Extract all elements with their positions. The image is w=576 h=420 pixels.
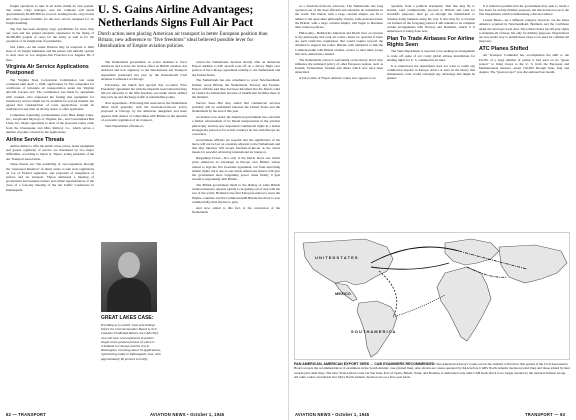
paragraph: The line has been studying cargo possibilities for more than one year and has gained extensive experience in the flying of 42,000,000 pounds of cargo for the Army as well as for the operation of its freight plan of perishables. (6, 26, 94, 44)
paragraph: Previously, the Dutch had rejected this so-called "Five Freedoms" agreement but with the impartial reservation that they did not subscribe to the fifth freedom, one under which airlines may pick up and discharge traffic at intermediate points. (101, 82, 187, 100)
europe-landmass (445, 239, 499, 265)
route-line-south-atlantic (393, 295, 445, 317)
right-column-2 (387, 4, 475, 228)
map-caption (294, 362, 570, 379)
right-footer-date: AVIATION NEWS • October 1, 1945 (295, 412, 370, 417)
paragraph: as a freedom-of-the-air advocate. The Netherlands has long operated one of the most efficient and extensive air businesses in the world. The Dutch, with a large colonial empire, see fit to adhere to the open skies philosophy; maybe, some persons reason, the British, with a large colonial empire, will begin to liberalize their aviation policies. (295, 4, 383, 30)
paragraph: Leased Bases—As a different category, however, are the bases America acquired in Newfoundland, Bermuda and the Caribbean under the destroyer trade deal. The United States has 99-year rights to maintain all of these, but only for military purposes. Negotiations are now under way to permit these bases to be used for commercial purposes. (479, 18, 569, 44)
paragraph: ceived the Netherlands decision shortly after an American Export Airlines C-54E aircraft took off on a survey flight over portion of the Chicago agreement relating to the Netherlands and the United States. (192, 60, 280, 77)
asia-landmass (499, 245, 567, 283)
article-deck: Dutch action seen placing American air transport in better European position than Britain; new adherence to "five freedoms" ideal believed possible lever for liberalization of Empire aviation policies. (98, 31, 268, 50)
paragraph: The Netherlands has also scheduled to cover Newfoundland, Ireland, Great Britain, the Netherlands, Norway and Sweden. Export officials said they had been informed that the Dutch could be visited via Amsterdam because of insufficient facilities there at the moment. (192, 78, 280, 100)
paragraph: Airline ability to offer the public lower prices, better equipment and greater regularity of service are threatened by two major difficulties, according to Stuart G. Tipton, acting president of the Air Transport Association. (6, 144, 94, 161)
photo-caption: Presiding at so-called "area proceedings before the Civil Aeronautics Board is civil examiner Ferdinand Moran, the CAB chief, who will hear oral arguments at greater length at the greatest portion of which is scheduled in Chicago and the rest in Washington, involving about 70 applications, representing today in Indianapolis, Ind., with approximately 60 persons to testify. (101, 323, 161, 361)
paragraph: It is believed possible that the government may seek to retain a few bases for strictly military purposes, but this decision is up to the War Department which is maintaining a discreet silence. (479, 4, 569, 17)
map-label-south-america: S O U T H A M E R I C A (351, 329, 396, 334)
left-column-1 (6, 4, 94, 412)
paragraph: The Netherlands government, in action destined to favor American and to have the reverse effect on British aviation, has endorsed and now signatory to the International Air Transport Agreement predicated last year by the International Civil Aviation Conference at Chicago. (101, 60, 187, 81)
paragraph: New Agreement—Following this reservation, the Netherlands allied itself generally with the freedom-of-the-air policy proposed at Chicago by the American delegation and there appears little chance of compromise with Britain on the question of economic regulation of air transport. (101, 101, 187, 122)
section-heading: ATC Planes Shifted (479, 45, 529, 52)
right-footer-section: TRANSPORT — 63 (525, 412, 566, 417)
north-america-landmass (303, 239, 393, 285)
map-label-united-states: U N I T E D S T A T E S (315, 255, 358, 260)
paragraph: State Department officials re- (105, 123, 145, 128)
paragraph: These threats are: The possibility of over-regulation through the "expressed intention" of many states to take state regulations on top of Federal regulation, and proposals of integration of surface and air transport. Tipton addressed a meeting of government and business leaders and airline representatives at the close of a four-day meeting of the Air Traffic Conference in Indianapolis. (6, 162, 94, 192)
article-headline: U. S. Gains Airline Advantages; Netherlands Signs Full Air Pact (98, 4, 254, 29)
left-footer-section: 62 — TRANSPORT (6, 412, 47, 417)
paragraph: A fair portion of Export Airlines' routes now appears to be (299, 76, 376, 81)
paragraph: Companies requesting postponement were Blue Ridge Lines, Inc.; Greyhound Skyways of Virginia, Inc., and Consolidated Bus Lines, Inc. Major opposition to most of the proposed routes came from the Chesapeake and Ohio Railway Co., which serves a number of points covered by the applications. (6, 113, 94, 134)
section-heading: Plan To Trade Airbases For Airline Rights Seen (387, 35, 475, 48)
right-column-1 (295, 4, 383, 228)
paragraph: The Virginia State Corporation Commission last week continued until April 1, 1946, applications by five companies for certificates of intrastate air transportation under the Virginia Aircraft Carriers Act. The continuance was made by agreement with counsel, who expressed the feeling that equipment for satisfactory service might not be available for several months, but agreed that consideration of route applications would be celebrated at any time on 20-day notice to other applicants. (6, 77, 94, 112)
africa-landmass (437, 267, 491, 341)
section-heading: Airline Service Threats (6, 136, 65, 143)
right-column-3 (479, 4, 569, 228)
paragraph: And now, added to this fact, is the conversion of the Netherlands (192, 205, 280, 214)
paragraph: freight operations to take in all states within its own system. San Grant, cargo manager, says his company will spend approximately $2,000,000 for tractors, loading trucks, cargo hoists and other ground facilities for the new service designed for air freight handling. (6, 4, 94, 25)
section-heading: Virginia Air Service Applications Postponed (6, 64, 89, 77)
left-footer-date: AVIATION NEWS • October 1, 1945 (150, 412, 225, 417)
paragraph: The State Department is reported to be seeking an arrangement to trade off some of our costly global airbase installations for landing rights for U. S. commercial air lines. (387, 49, 475, 62)
paragraph: Air Transport Command has accomplished the shift to the Pacific of a large number of planes it had used on its "green project" to bring troops to the U. S. from the European and Mediterranean theaters—about 150,000 through June, July and August. The "green project" was discontinued last month. (479, 53, 569, 75)
paragraph: Philosophy—Behind the American and Dutch view on aviation is the philosophy that long air routes cannot be operated if there are such restrictive regulations that would require beyond the obtained to support the routes. Britain, with ambitions to link the Commonwealth with British airlines, sooner or later must accept this view, Americans contend. (295, 30, 383, 56)
left-column-3 (192, 60, 280, 408)
route-map-svg (295, 233, 570, 360)
paragraph: The British government much to the dismay of some British aviation interests, appears rapidly to be getting out of step with the rest of the world. Holland is the first European nation to leave the Empire countries and the Commonwealth Britain has more to lose commercially, than she has to gain. (192, 183, 280, 204)
paragraph: Bargaining Power—Not only is the Dutch move one which gives American an advantage in Europe over Britain, whose refusal to sign the five freedoms agreement, but from exercising similar rights, but it also is one which Americans believe will give the government more bargaining power when finally it gets around to negotiating with Britain. (192, 156, 280, 182)
left-column-2 (101, 60, 187, 238)
photo-caption-title: GREAT LAKES CASE: (101, 315, 154, 321)
paragraph: It is understood the department does not want to retain any commercial airports in Europe, Africa or Asia on the theory that maintenance costs would outweigh any advantage that might be gained. (387, 63, 475, 81)
photo-face (118, 252, 140, 278)
map-caption-text: Pan American Airways' routes across the Atlantic will follow this pattern if the Civil Aeronautics Board accepts the recommendation of examiners in the South Atlantic case (dotted line). Also shown are routes operated by PAA before CAB's North Atlantic decision (solid line) and those added by later awards (dot-dash line). The New York-Lisbon route via San Juan, Port of Spain, Belem, Natal, and Bolama, is authorized only until CAB finds that it is no longer needed by the national defense set-up. All other routes awarded in last July's North Atlantic decision are on a five-year basis. (294, 362, 570, 379)
paragraph: Service Seen—But they added that commercial services probably will be established between the United States and the Netherlands by the end of this year. (192, 101, 280, 114)
paragraph: The Netherlands' action is welcoming on the theory that it may influence the unilateral policy of other European nations, such as Ireland, Switzerland, Sweden and others which now have been undecided. (295, 57, 383, 75)
paragraph: operable, from a political standpoint. That line may fly to Ireland, land commercially, proceed to Britain and land for nontraffic purposes, then go on through the Netherlands to Sweden doing business along the way. It also may fly to Sweden via Iceland. In the foregoing pattern it still remains to be complete certain arrangements with Norway and Denmark, which, it is understood, is being done now. (387, 4, 475, 34)
paragraph: As matters now stand, the American government has conceded a further advancement of its liberal interpretation in the aviation philosophy and has now negotiated commercial rights in a nation strategically placed as far as this country's air ties with Europe are concerned. (192, 115, 280, 137)
map-label-mexico: MEXICO (335, 291, 351, 296)
map-caption-title: PAN AMERICAN, AMERICAN EXPORT SEEK ... CAB EXAMINERS RECOMMENDED: (294, 362, 436, 366)
paragraph: Slot Limit—At the outset Western may be expected to limit sizes of air freight shipments and the planes will initially operate to such rates as Los Angeles-San Francisco-Los Angeles DC-3 fleet. (6, 45, 94, 62)
examiner-photo (101, 242, 157, 312)
photo-shoulders (107, 278, 151, 312)
paragraph: Government officials are hopeful that the significance of the move will not be lost on countries adjacent to the Netherlands and that they likewise will accept freedom-of-the-air as the surest means for peaceful advancing international air transport. (192, 137, 280, 155)
route-map (294, 232, 570, 360)
